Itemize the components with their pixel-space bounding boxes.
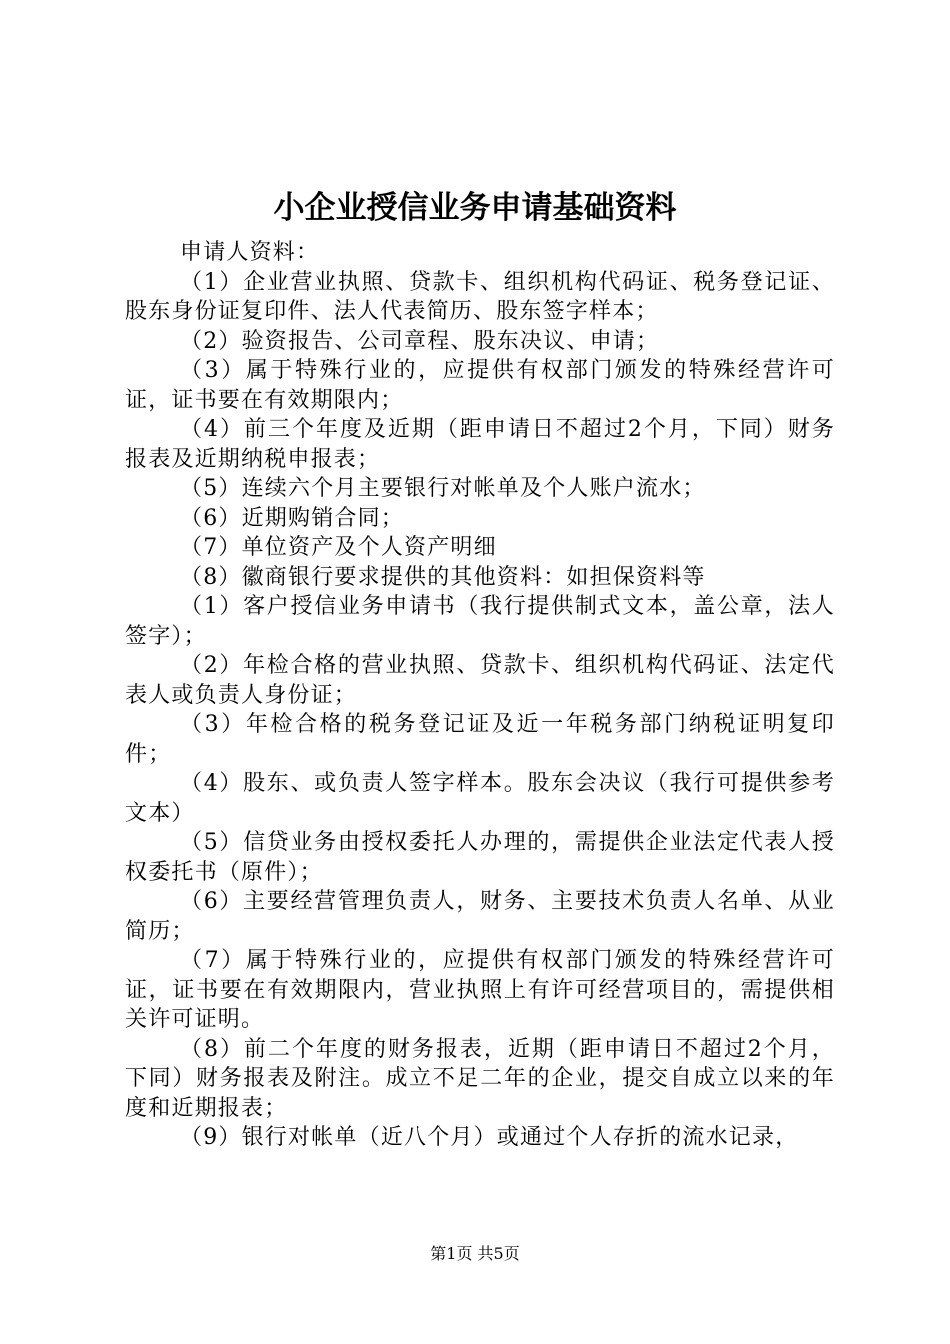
- page-footer: 第1页 共5页: [430, 1244, 520, 1263]
- paragraph-item: （6）近期购销合同；: [180, 505, 404, 531]
- paragraph-item: （3）年检合格的税务登记证及近一年税务部门纳税证明复印件；: [125, 712, 835, 767]
- paragraph-item: （2）年检合格的营业执照、贷款卡、组织机构代码证、法定代表人或负责人身份证；: [125, 653, 835, 708]
- paragraph-item: （2）验资报告、公司章程、股东决议、申请；: [180, 328, 660, 354]
- paragraph-item: （5）信贷业务由授权委托人办理的，需提供企业法定代表人授权委托书（原件）；: [125, 830, 835, 885]
- paragraph-item: （9）银行对帐单（近八个月）或通过个人存折的流水记录，: [180, 1125, 799, 1150]
- document-title: 小企业授信业务申请基础资料: [273, 190, 677, 226]
- paragraph-item: （3）属于特殊行业的，应提供有权部门颁发的特殊经营许可证，证书要在有效期限内；: [125, 358, 835, 413]
- paragraph-item: （6）主要经营管理负责人，财务、主要技术负责人名单、从业简历；: [125, 889, 835, 944]
- document-body: [125, 238, 835, 1153]
- paragraph-item: （8）徽商银行要求提供的其他资料：如担保资料等: [180, 564, 706, 590]
- paragraph-item: （8）前二个年度的财务报表，近期（距申请日不超过2个月，下同）财务报表及附注。成立不足二年的企业，提交自成立以来的年度和近期报表；: [125, 1036, 835, 1121]
- paragraph-applicant-heading: 申请人资料：: [180, 240, 320, 265]
- paragraph-item: （7）属于特殊行业的，应提供有权部门颁发的特殊经营许可证，证书要在有效期限内，营业执照上有许可经营项目的，需提供相关许可证明。: [125, 948, 835, 1032]
- paragraph-item: （7）单位资产及个人资产明细: [180, 535, 497, 560]
- paragraph-item: （1）企业营业执照、贷款卡、组织机构代码证、税务登记证、股东身份证复印件、法人代表简历、股东签字样本；: [125, 269, 835, 324]
- paragraph-item: （4）前三个年度及近期（距申请日不超过2个月，下同）财务报表及近期纳税申报表；: [125, 417, 835, 472]
- paragraph-item: （5）连续六个月主要银行对帐单及个人账户流水；: [180, 476, 706, 501]
- paragraph-item: （1）客户授信业务申请书（我行提供制式文本，盖公章，法人签字）；: [125, 594, 835, 649]
- paragraph-item: （4）股东、或负责人签字样本。股东会决议（我行可提供参考文本）: [125, 771, 835, 826]
